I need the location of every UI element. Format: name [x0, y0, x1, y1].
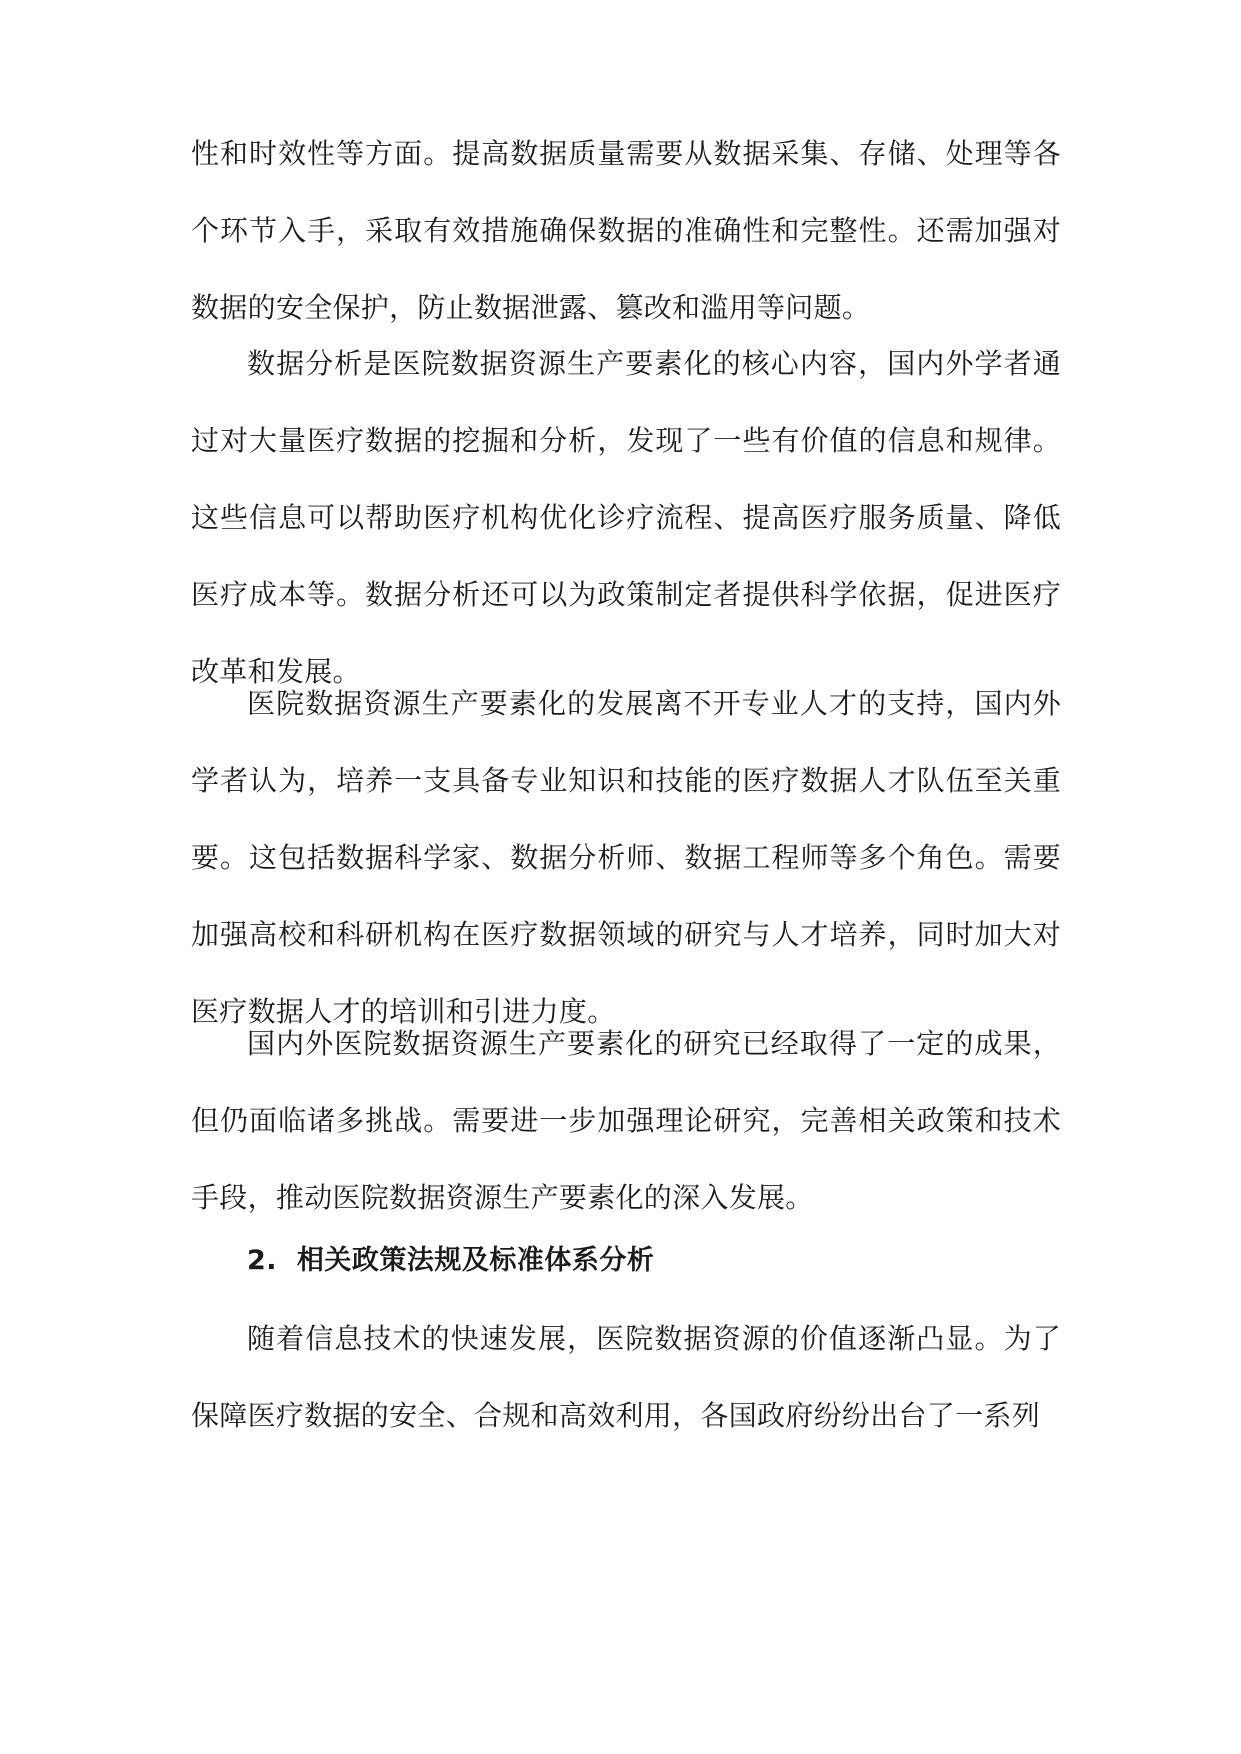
- paragraph-policy-intro: [191, 1300, 1061, 1454]
- paragraph-conclusion: [191, 1005, 1061, 1236]
- paragraph-text: 国内外医院数据资源生产要素化的研究已经取得了一定的成果，但仍面临诸多挑战。需要进一步加强理论研究，完善相关政策和技术手段，推动医院数据资源生产要素化的深入发展。: [191, 1027, 1061, 1214]
- section-number: 2.: [247, 1245, 278, 1276]
- paragraph-data-analysis: [191, 325, 1061, 710]
- paragraph-text: 性和时效性等方面。提高数据质量需要从数据采集、存储、处理等各个环节入手，采取有效措施确保数据的准确性和完整性。还需加强对数据的安全保护，防止数据泄露、篡改和滥用等问题。: [191, 137, 1061, 324]
- paragraph-talent: [191, 665, 1061, 1050]
- section-heading: [191, 1241, 1061, 1281]
- paragraph-data-quality-continued: [191, 115, 1061, 346]
- paragraph-text: 随着信息技术的快速发展，医院数据资源的价值逐渐凸显。为了保障医疗数据的安全、合规和高效利用，各国政府纷纷出台了一系列: [191, 1322, 1061, 1432]
- paragraph-text: 医院数据资源生产要素化的发展离不开专业人才的支持，国内外学者认为，培养一支具备专业知识和技能的医疗数据人才队伍至关重要。这包括数据科学家、数据分析师、数据工程师等多个角色。需要加强高校和科研机构在医疗数据领域的研究与人才培养，同时加大对医疗数据人才的培训和引进力度。: [191, 687, 1061, 1028]
- section-heading-text: [191, 1241, 1061, 1281]
- section-title: 相关政策法规及标准体系分析: [296, 1245, 655, 1276]
- paragraph-text: 数据分析是医院数据资源生产要素化的核心内容，国内外学者通过对大量医疗数据的挖掘和分析，发现了一些有价值的信息和规律。这些信息可以帮助医疗机构优化诊疗流程、提高医疗服务质量、降低医疗成本等。数据分析还可以为政策制定者提供科学依据，促进医疗改革和发展。: [191, 347, 1061, 688]
